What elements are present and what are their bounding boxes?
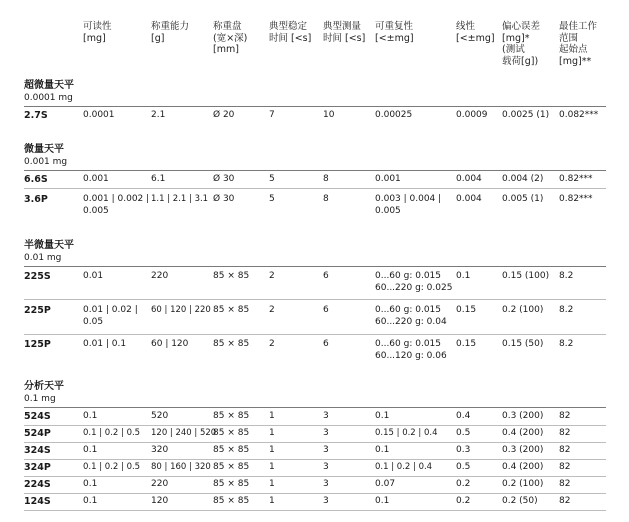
row-divider xyxy=(24,442,606,443)
section-subtitle: 0.1 mg xyxy=(24,394,56,404)
header-linearity: 线性 [<±mg] xyxy=(456,21,495,44)
row-divider xyxy=(24,476,606,477)
section-title: 微量天平 xyxy=(24,144,64,155)
row-divider xyxy=(24,188,606,189)
section-subtitle: 0.001 mg xyxy=(24,157,68,167)
row-divider xyxy=(24,459,606,460)
section-divider xyxy=(24,170,606,171)
section-divider xyxy=(24,266,606,267)
section-title: 半微量天平 xyxy=(24,240,74,251)
section-divider xyxy=(24,407,606,408)
section-title: 超微量天平 xyxy=(24,80,74,91)
row-divider xyxy=(24,425,606,426)
row-divider xyxy=(24,510,606,511)
section-subtitle: 0.0001 mg xyxy=(24,93,73,103)
header-repeatability: 可重复性 [<±mg] xyxy=(375,21,414,44)
section-divider xyxy=(24,106,606,107)
header-measurement-time: 典型测量 时间 [<s] xyxy=(323,21,366,44)
section-title: 分析天平 xyxy=(24,381,64,392)
header-eccentric-error: 偏心误差 [mg]* (测试 载荷[g]) xyxy=(502,21,541,67)
header-capacity: 称重能力 [g] xyxy=(151,21,190,44)
row-divider xyxy=(24,493,606,494)
header-stabilization-time: 典型稳定 时间 [<s] xyxy=(269,21,312,44)
row-divider xyxy=(24,299,606,300)
header-readability: 可读性 [mg] xyxy=(83,21,112,44)
section-subtitle: 0.01 mg xyxy=(24,253,62,263)
row-divider xyxy=(24,334,606,335)
header-optimal-range: 最佳工作 范围 起始点 [mg]** xyxy=(559,21,598,67)
header-pan-size: 称重盘 (宽×深) [mm] xyxy=(213,21,248,55)
spec-table-page: 可读性 [mg] 称重能力 [g] 称重盘 (宽×深) [mm] 典型稳定 时间 [<s] 典型测量 时间 [<s] 可重复性 [<±mg] 线性 [<±mg] 偏心误差 [mg]* (测试 载荷[g]) 最佳工作 范围 起始点 [mg]** 超微量天平 0.0001 mg 2.7S 0.0001 2.1 Ø 20 7 10 0.00025 0.0009 0.0025 (1) 0.082*** 微量天平 0.001 mg 6.6S 0.001 6.1 Ø 30 5 8 0.001 0.004 0.004 (2) 0.82*** 3.6P 0.001 | 0.002 | 0.005 1.1 | 2.1 | 3.1 Ø 30 5 8 0.003 | 0.004 | 0.005 0.004 0.005 (1) 0.82*** 半微量天平 0.01 mg 225S 0.01 220 85 × 85 2 6 0...60 g: 0.015 60...220 g: 0.025 0.1 0.15 (100) 8.2 225P 0.01 | 0.02 | 0.05 60 | 120 | 220 85 × 85 2 6 0...60 g: 0.015 60...220 g: 0.04 0.15 0.2 (100) 8.2 125P 0.01 | 0.1 60 | 120 85 × 85 2 6 0...60 g: 0.015 60...120 g: 0.06 0.15 0.15 (50) 8.2 分析天平 0.1 mg 524S 0.1 520 85 × 85 1 3 0.1 0.4 0.3 (200) 82 524P 0.1 | 0.2 | 0.5 120 | 240 | 520 85 × 85 1 3 0.15 | 0.2 | 0.4 0.5 0.4 (200) 82 324S 0.1 320 85 × 85 1 3 0.1 0.3 0.3 (200) 82 324P 0.1 | 0.2 | 0.5 80 | 160 | 320 85 × 85 1 3 0.1 | 0.2 | 0.4 0.5 0.4 (200) 82 224S 0.1 220 85 × 85 1 3 0.07 0.2 0.2 (100) 82 124S 0.1 120 85 × 85 1 3 0.1 0.2 0.2 (50) 82 xyxy=(0,0,629,522)
